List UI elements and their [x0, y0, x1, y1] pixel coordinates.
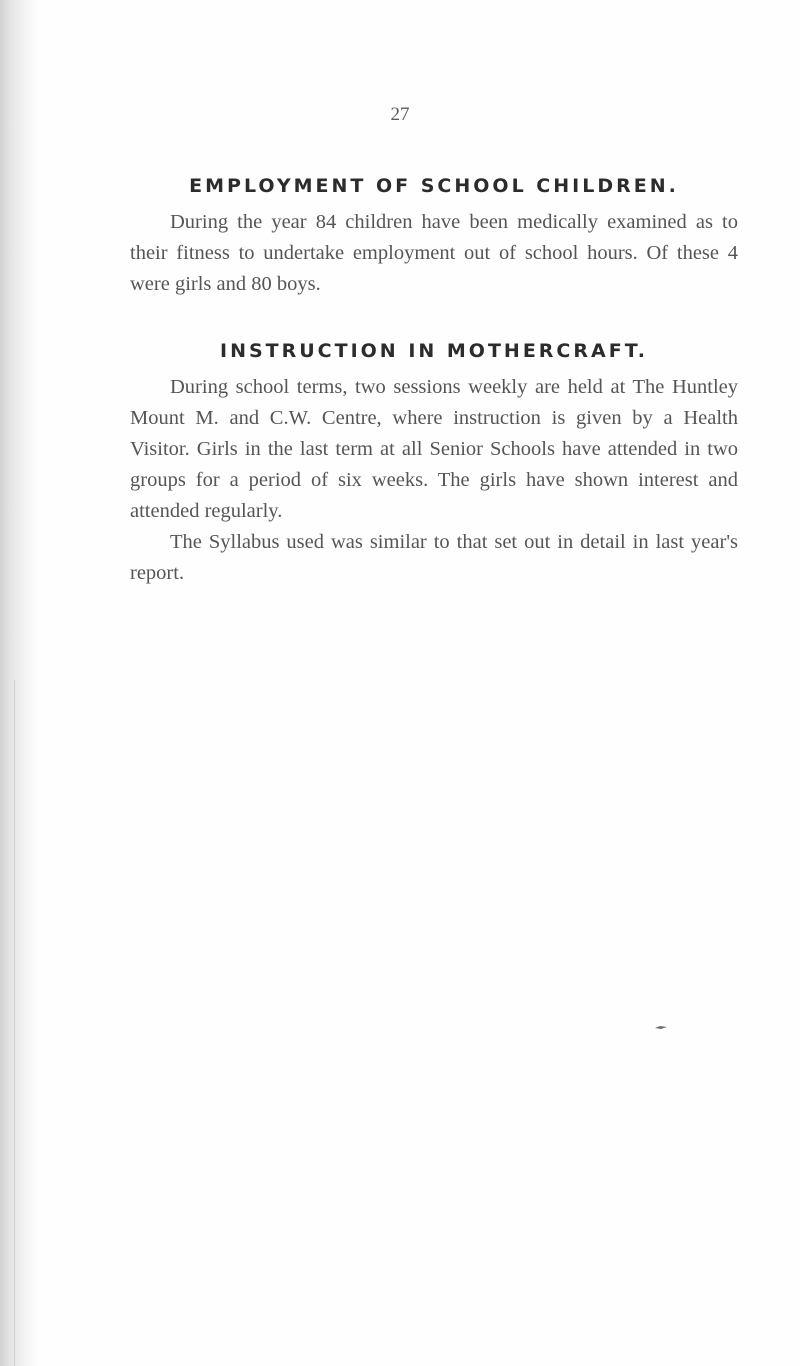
section-heading-employment: EMPLOYMENT OF SCHOOL CHILDREN.	[189, 175, 679, 197]
paragraph-employment: During the year 84 children have been medically examined as to their fitness to undertake employment out of school hours. Of these 4 were girls and 80 boys.	[130, 211, 738, 295]
scan-edge-shadow	[0, 0, 38, 1366]
page-number: 27	[390, 104, 410, 125]
ink-mark-icon	[655, 1025, 667, 1030]
paragraph-mothercraft-syllabus: The Syllabus used was similar to that set out in detail in last year's report.	[130, 531, 738, 584]
scan-edge-line	[14, 680, 15, 1366]
stray-ink-mark	[655, 1025, 667, 1029]
paragraph-mothercraft-sessions: During school terms, two sessions weekly are held at The Huntley Mount M. and C.W. Centre, where instruction is given by a Health Visitor. Girls in the last term at all Senior Schools have attended in two groups for a period of six weeks. The girls have shown interest and attended regularly.	[130, 376, 738, 522]
section-heading-mothercraft: INSTRUCTION IN MOTHERCRAFT.	[220, 340, 648, 362]
